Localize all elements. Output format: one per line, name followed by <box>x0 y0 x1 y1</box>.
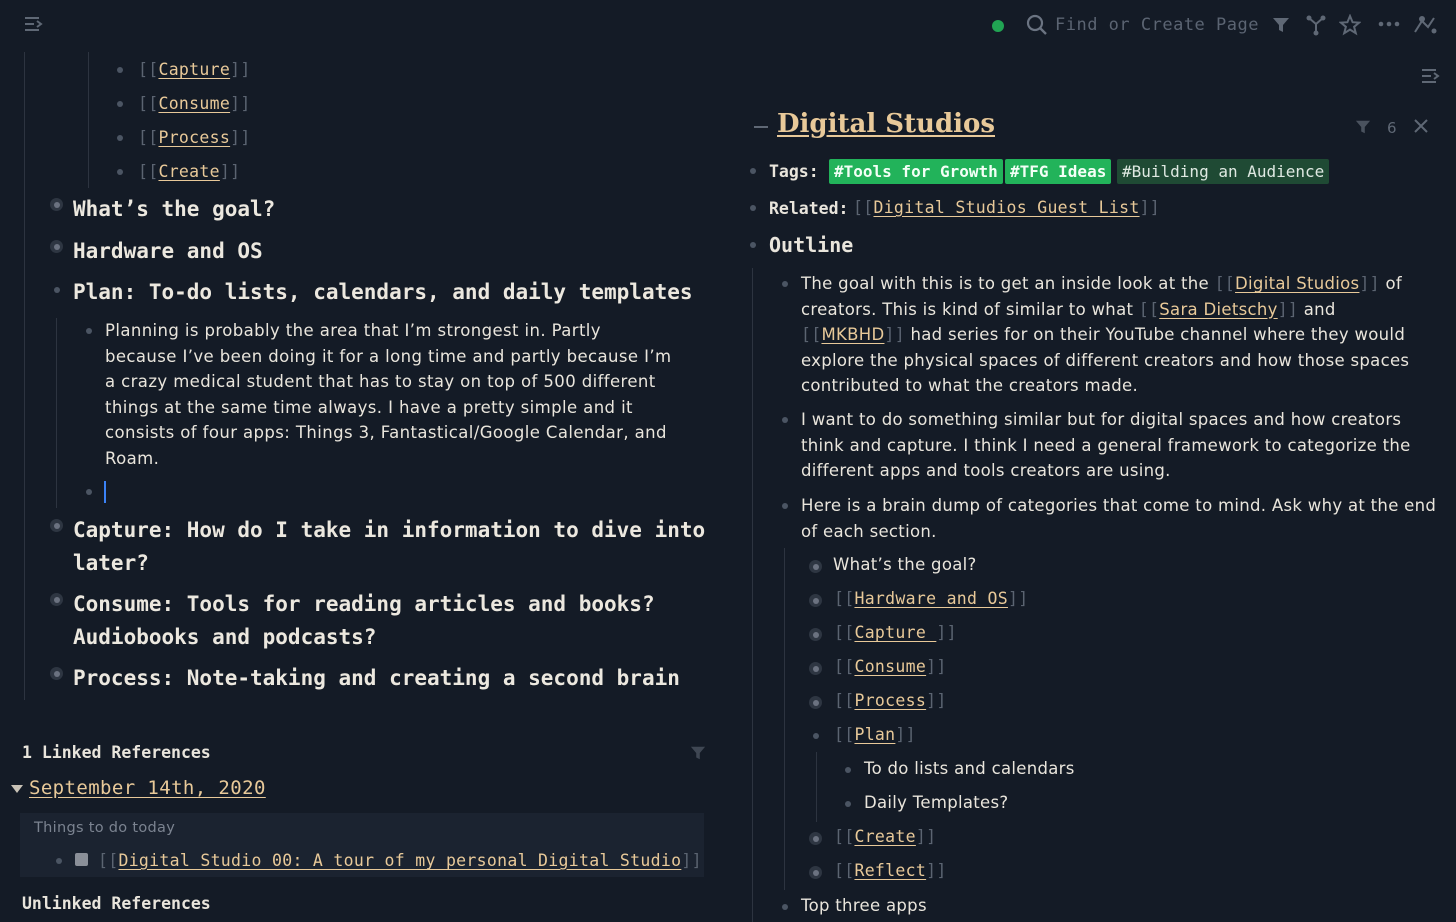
bullet[interactable] <box>782 503 788 509</box>
bullet[interactable] <box>845 801 851 807</box>
search-icon[interactable] <box>1026 14 1048 36</box>
outline-heading: Outline <box>769 233 854 257</box>
reference-context[interactable]: Things to do today <box>34 820 176 836</box>
hardware-link[interactable]: [[Hardware and OS]] <box>834 589 1029 608</box>
capture-link[interactable]: [[Capture ]] <box>834 623 957 642</box>
outline-paragraph-3[interactable]: Here is a brain dump of categories that come to mind. Ask why at the end of each section. <box>801 496 1437 541</box>
plan-paragraph[interactable]: Planning is probably the area that I’m strongest in. Partly because I’ve been doing it for a long time and partly because I’m a crazy medical student that has to stay on top of 500 different things at the same time always. I have a pretty simple and it consists of four apps: Things 3, Fantastical/Google Calendar, and Roam. <box>105 321 672 468</box>
create-link[interactable]: [[Create]] <box>834 827 937 846</box>
search-input[interactable]: Find or Create Page <box>1055 15 1259 35</box>
tags-label: Tags: <box>769 162 819 181</box>
sidebar-toggle-icon[interactable] <box>24 16 44 32</box>
bullet[interactable] <box>750 205 756 211</box>
bullet[interactable] <box>782 904 788 910</box>
tag-tools-for-growth[interactable]: #Tools for Growth <box>829 159 1003 184</box>
block-guide-line <box>88 52 89 188</box>
filter-icon[interactable] <box>1355 119 1371 135</box>
block-guide-line <box>56 318 57 508</box>
collapsed-bullet[interactable] <box>50 519 63 532</box>
heading-capture: Capture: How do I take in information to dive into <box>73 518 706 542</box>
top-three-apps[interactable]: Top three apps <box>801 896 927 915</box>
collapsed-bullet[interactable] <box>809 594 822 607</box>
collapsed-bullet[interactable] <box>809 866 822 879</box>
reflect-link[interactable]: [[Reflect]] <box>834 861 947 880</box>
more-icon[interactable] <box>1378 21 1400 27</box>
heading-plan: Plan: To-do lists, calendars, and daily templates <box>73 280 693 304</box>
plan-child-1[interactable]: To do lists and calendars <box>864 759 1075 778</box>
sidebar-close-icon[interactable] <box>1421 68 1441 84</box>
collapsed-bullet[interactable] <box>809 662 822 675</box>
heading-consume-cont: Audiobooks and podcasts? <box>73 625 377 649</box>
heading-goal: What’s the goal? <box>73 197 276 221</box>
bullet[interactable] <box>813 733 819 739</box>
heading-consume: Consume: Tools for reading articles and books? <box>73 592 655 616</box>
consume-link[interactable]: [[Consume]] <box>834 657 947 676</box>
heading-hardware: Hardware and OS <box>73 239 263 263</box>
create-link[interactable]: [[Create]] <box>138 162 241 181</box>
collapsed-bullet[interactable] <box>50 667 63 680</box>
bullet[interactable] <box>782 281 788 287</box>
reference-block <box>20 813 704 877</box>
bullet[interactable] <box>117 67 123 73</box>
heading-capture-cont: later? <box>73 551 149 575</box>
text-cursor[interactable] <box>104 481 106 503</box>
collapsed-bullet[interactable] <box>809 628 822 641</box>
bullet[interactable] <box>117 169 123 175</box>
outline-paragraph-2[interactable]: I want to do something similar but for digital spaces and how creators think and capture. I think I need a general framework to categorize the different apps and tools creators are using. <box>801 410 1411 480</box>
block-guide-line <box>816 752 817 822</box>
status-dot-icon <box>992 20 1004 32</box>
plan-child-2[interactable]: Daily Templates? <box>864 793 1009 812</box>
process-link[interactable]: [[Process]] <box>138 128 251 147</box>
collapsed-bullet[interactable] <box>50 593 63 606</box>
collapsed-bullet[interactable] <box>809 832 822 845</box>
collapsed-bullet[interactable] <box>809 696 822 709</box>
bullet[interactable] <box>56 858 62 864</box>
plan-link[interactable]: [[Plan]] <box>834 725 916 744</box>
bullet[interactable] <box>845 767 851 773</box>
bullet[interactable] <box>54 287 60 293</box>
block-guide-line <box>784 548 785 890</box>
outline-goal[interactable]: What’s the goal? <box>833 555 977 574</box>
heading-process: Process: Note-taking and creating a second brain <box>73 666 680 690</box>
bullet[interactable] <box>750 242 756 248</box>
consume-link[interactable]: [[Consume]] <box>138 94 251 113</box>
todo-link[interactable]: [[Digital Studio 00: A tour of my personal Digital Studio]] <box>98 851 702 870</box>
capture-link[interactable]: [[Capture]] <box>138 60 251 79</box>
linked-references-title: 1 Linked References <box>22 743 211 762</box>
share-icon[interactable] <box>1413 13 1437 35</box>
bullet[interactable] <box>750 168 756 174</box>
bullet[interactable] <box>782 417 788 423</box>
related-link[interactable]: [[Digital Studios Guest List]] <box>853 198 1161 217</box>
reference-date-link[interactable]: September 14th, 2020 <box>29 777 266 799</box>
bullet[interactable] <box>86 489 92 495</box>
collapsed-bullet[interactable] <box>50 198 63 211</box>
star-icon[interactable] <box>1339 14 1361 36</box>
outline-paragraph-1[interactable]: The goal with this is to get an inside look at the [[Digital Studios]] of creators. This is kind of similar to what [[Sara Dietschy]] and [[MKBHD]] had series for on their YouTube channel where they would explore the physical spaces of different creators and how those spaces contributed to what the creators made. <box>801 274 1410 395</box>
filter-icon[interactable] <box>1272 16 1290 34</box>
unlinked-references-title[interactable]: Unlinked References <box>22 894 211 913</box>
collapsed-bullet[interactable] <box>50 240 63 253</box>
todo-checkbox[interactable] <box>75 853 88 866</box>
filter-count: 6 <box>1387 119 1397 137</box>
collapsed-bullet[interactable] <box>809 560 822 573</box>
process-link[interactable]: [[Process]] <box>834 691 947 710</box>
block-guide-line <box>24 52 25 700</box>
collapse-icon[interactable] <box>754 126 768 128</box>
bullet[interactable] <box>117 135 123 141</box>
graph-icon[interactable] <box>1305 14 1327 36</box>
filter-icon[interactable] <box>690 745 706 761</box>
caret-down-icon[interactable] <box>11 785 23 793</box>
tag-building-an-audience[interactable]: #Building an Audience <box>1117 159 1329 184</box>
sidebar-page-title[interactable]: Digital Studios <box>777 109 995 139</box>
close-icon[interactable] <box>1414 119 1428 133</box>
tag-tfg-ideas[interactable]: #TFG Ideas <box>1005 159 1111 184</box>
related-label: Related: <box>769 199 849 218</box>
bullet[interactable] <box>86 328 92 334</box>
bullet[interactable] <box>117 101 123 107</box>
block-guide-line <box>752 268 753 922</box>
